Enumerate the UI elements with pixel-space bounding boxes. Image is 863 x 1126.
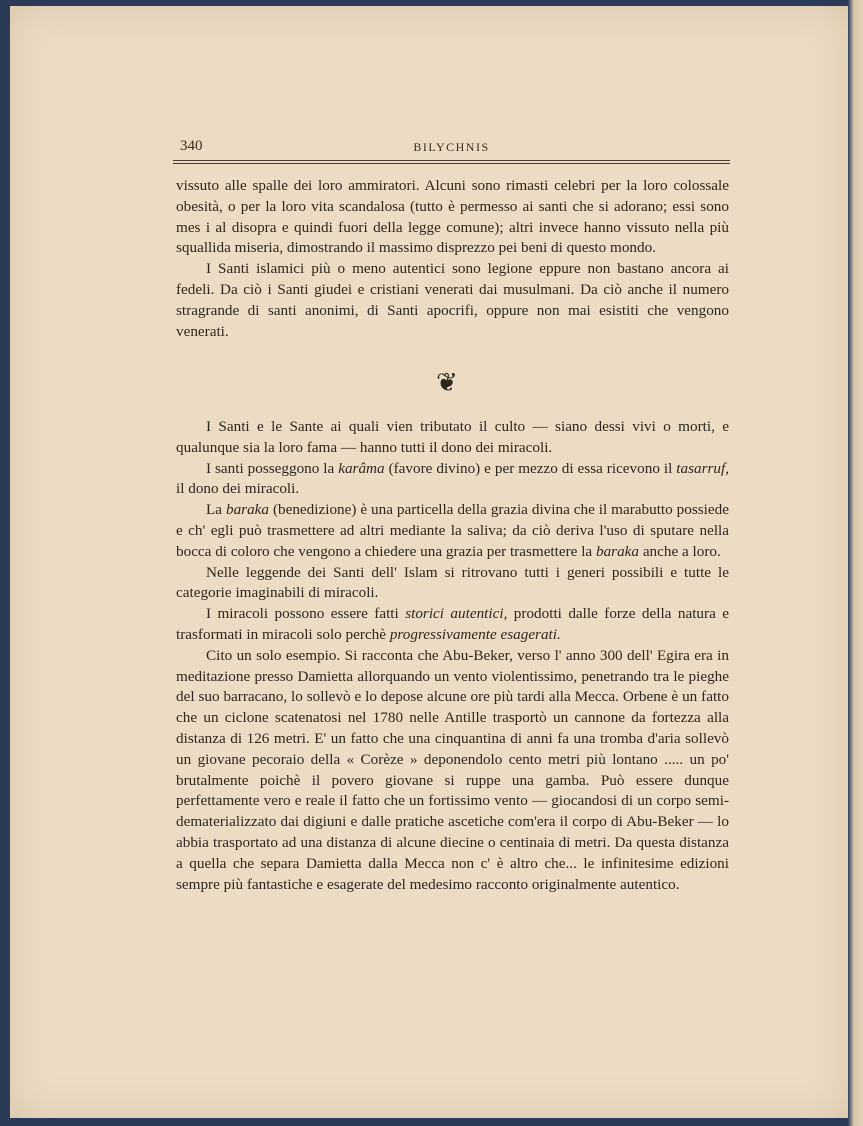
italic-term: baraka <box>225 501 269 519</box>
section-one <box>176 176 729 342</box>
italic-term: tasarruf, <box>676 459 730 477</box>
running-title: BILYCHNIS <box>413 140 490 154</box>
italic-term: storici autentici, <box>405 605 508 623</box>
paragraph <box>176 604 729 646</box>
text-run: La <box>206 501 226 519</box>
paragraph: Cito un solo esempio. Si racconta che Abu-Beker, verso l' anno 300 dell' Egira era in meditazione presso Damietta allorquando un vento violentissimo, penetrando tra le pieghe del suo barracano, lo sollevò e lo depose alcune ore più tardi alla Mecca. Orbene è un fatto che un ciclone scatenatosi nel 1780 nelle Antille trasportò un cannone da fortezza alla distanza di 126 metri. E' un fatto che una cinquantina di anni fa una tromba d'aria sollevò un giovane pecoraio della « Corèze » deponendolo cento metri più lontano ..... un po' brutalmente poichè il povero giovane si ruppe una gamba. Può essere dunque perfettamente vero e reale il fatto che un fortissimo vento — giocandosi di un corpo semi-dematerializzato dai digiuni e dalle pratiche ascetiche com'era il corpo di Abu-Beker — lo abbia trasportato ad una distanza di alcune diecine o centinaia di metri. Da questa distanza a quella che separa Damietta dalla Mecca non c' è altro che... le infinitesime edizioni sempre più fantastiche e esagerate del medesimo racconto originalmente autentico. <box>176 646 729 893</box>
italic-term: baraka <box>595 542 640 560</box>
header-rule <box>173 160 730 161</box>
text-run: prodotti dalle forze della natura e trasformati in miracoli solo perchè <box>176 605 729 643</box>
page-number: 340 <box>180 138 203 154</box>
italic-term: karâma <box>338 459 385 477</box>
text-run: (favore divino) e per mezzo di essa ricevono il <box>384 459 677 477</box>
paragraph <box>176 459 729 501</box>
italic-term: progressivamente esagerati. <box>389 625 561 643</box>
text-run: (benedizione) è una particella della grazia divina che il marabutto possiede e ch' egli può trasmettere ad altri mediante la saliva; da ciò deriva l'uso di sputare nella bocca di coloro che vengono a chiedere una grazia per trasmettere la <box>176 501 729 560</box>
paragraph: vissuto alle spalle dei loro ammiratori. Alcuni sono rimasti celebri per la loro colossale obesità, o per la loro vita scandalosa (tutto è permesso ai santi che si adorano; essi sono mes i al disopra e quindi fuori della legge comune); altri invece hanno vissuto nella più squallida miseria, dimostrando il massimo disprezzo pei beni di questo mondo. <box>176 177 729 257</box>
text-run: I santi posseggono la <box>206 459 339 477</box>
text-run: I miracoli possono essere fatti <box>206 605 406 623</box>
text-run: anche a loro. <box>639 542 721 560</box>
page-edge <box>848 0 863 1126</box>
header-rule-secondary <box>173 163 730 164</box>
paragraph <box>176 500 729 562</box>
fleuron-ornament: ❦ <box>436 368 458 397</box>
paragraph: I Santi e le Sante ai quali vien tributato il culto — siano dessi vivi o morti, e qualunque sia la loro fama — hanno tutti il dono dei miracoli. <box>176 418 729 456</box>
text-run: il dono dei miracoli. <box>176 480 300 498</box>
page-header <box>173 138 730 160</box>
paragraph: I Santi islamici più o meno autentici sono legione eppure non bastano ancora ai fedeli. Da ciò i Santi giudei e cristiani venerati dai musulmani. Da ciò anche il numero stragrande di santi anonimi, di Santi apocrifi, oppure non mai esistiti che vengono venerati. <box>176 260 729 340</box>
paragraph: Nelle leggende dei Santi dell' Islam si ritrovano tutti i generi possibili e tutte le categorie imaginabili di miracoli. <box>176 563 729 602</box>
section-two <box>176 417 729 895</box>
